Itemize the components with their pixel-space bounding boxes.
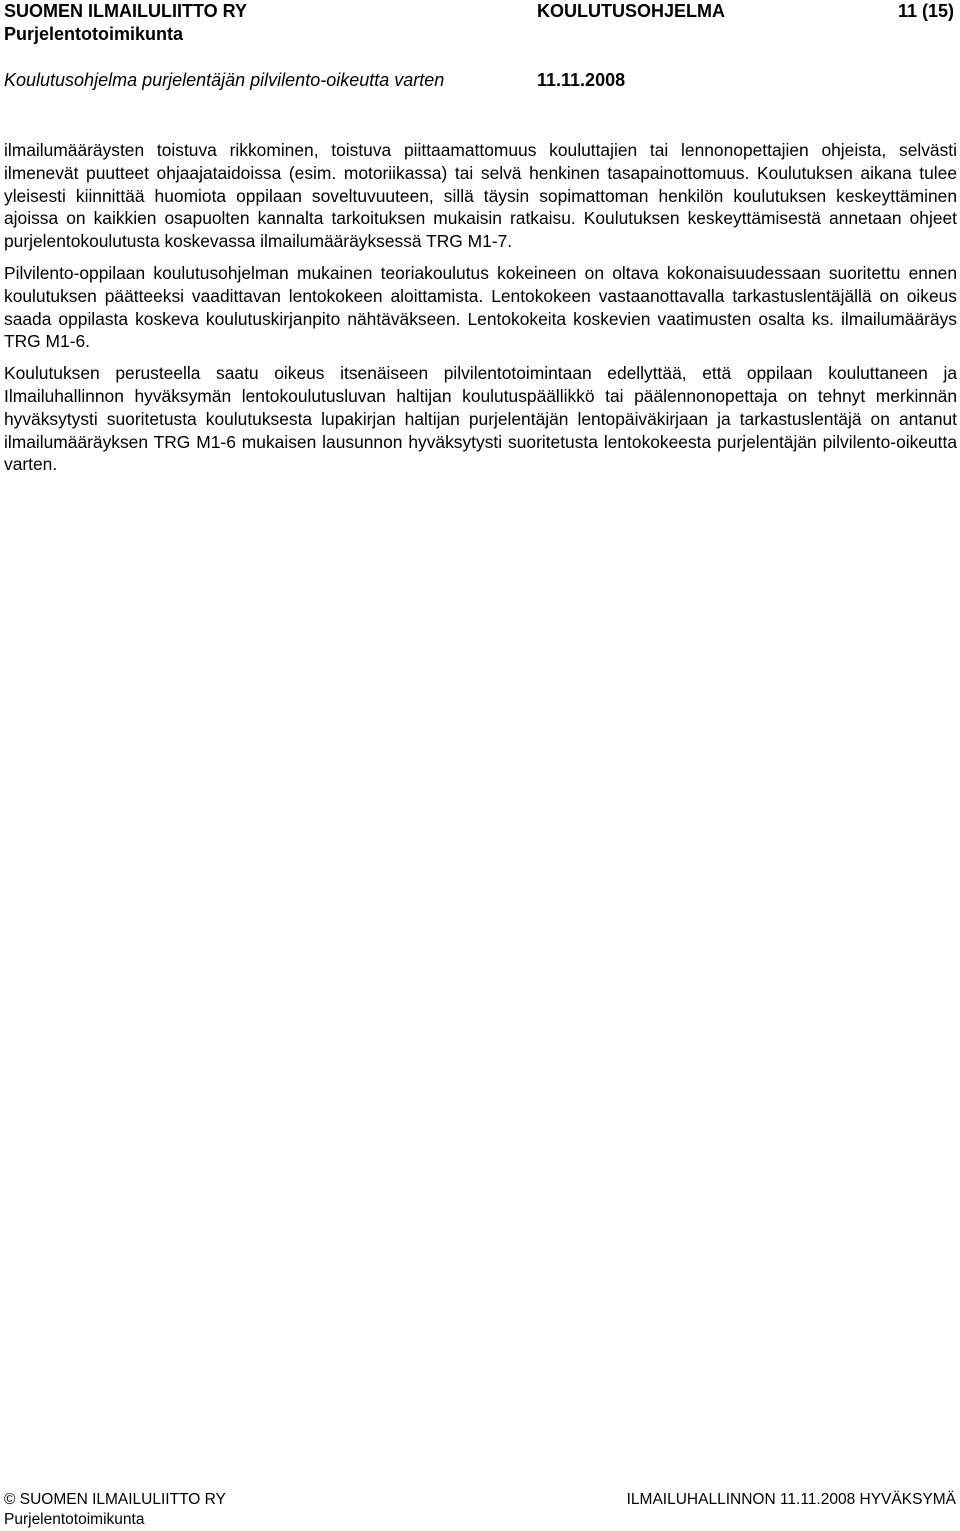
header-department: Purjelentotoimikunta — [4, 24, 184, 44]
body-paragraph-1: ilmailumääräysten toistuva rikkominen, toistuva piittaamattomuus kouluttajien tai lennonopettajien ohjeista, selvästi ilmenevät puutteet ohjaajataidoissa (esim. motoriikassa) tai selvä henkinen tasapainottomuus. Koulutuksen aikana tulee yleisesti kiinnittää huomiota oppilaan soveltuvuuteen, sillä täysin sopimattoman henkilön koulutuksen keskeyttäminen ajoissa on kaikkien osapuolten kannalta tarkoituksen mukaisin ratkaisu. Koulutuksen keskeyttämisestä annetaan ohjeet purjelentokoulutusta koskevassa ilmailumääräyksessä TRG M1-7. — [4, 140, 957, 252]
header-subtitle: Koulutusohjelma purjelentäjän pilvilento-oikeutta varten — [4, 70, 445, 90]
body-paragraph-3: Koulutuksen perusteella saatu oikeus itsenäiseen pilvilentotoimintaan edellyttää, että oppilaan kouluttaneen ja Ilmailuhallinnon hyväksymän lentokoulutusluvan haltijan koulutuspäällikkö tai päälennonopettaja on tehnyt merkinnän hyväksytysti suoritetusta koulutuksesta lupakirjan haltijan purjelentäjän lentopäiväkirjaan ja tarkastuslentäjä on antanut ilmailumääräyksen TRG M1-6 mukaisen lausunnon hyväksytysti suoritetusta lentokokeesta purjelentäjän pilvilento-oikeutta varten. — [4, 363, 957, 475]
document-body — [4, 139, 957, 485]
header-organization: SUOMEN ILMAILULIITTO RY — [4, 1, 247, 21]
footer-department: Purjelentotoimikunta — [4, 1511, 145, 1528]
page-header — [0, 0, 960, 100]
header-document-type: KOULUTUSOHJELMA — [537, 1, 725, 21]
page-footer — [0, 1488, 960, 1531]
footer-organization: © SUOMEN ILMAILULIITTO RY — [4, 1491, 226, 1508]
header-page-number: 11 (15) — [897, 1, 954, 21]
header-date: 11.11.2008 — [537, 70, 626, 90]
footer-approval: ILMAILUHALLINNON 11.11.2008 HYVÄKSYMÄ — [626, 1491, 956, 1508]
body-paragraph-2: Pilvilento-oppilaan koulutusohjelman mukainen teoriakoulutus kokeineen on oltava kokonaisuudessaan suoritettu ennen koulutuksen päätteeksi vaadittavan lentokokeen aloittamista. Lentokokeen vastaanottavalla tarkastuslentäjällä on oikeus saada oppilasta koskeva koulutuskirjanpito nähtäväkseen. Lentokokeita koskevien vaatimusten osalta ks. ilmailumääräys TRG M1-6. — [4, 262, 957, 352]
